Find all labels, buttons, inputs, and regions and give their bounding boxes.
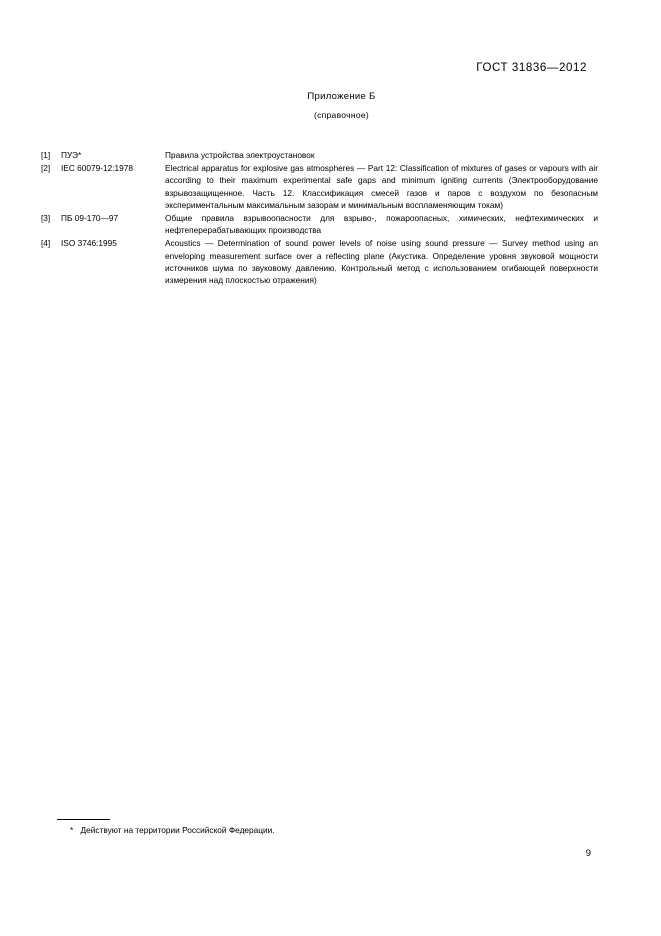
entry-code: ПБ 09-170—97 — [61, 213, 119, 224]
footnote-separator — [57, 819, 110, 820]
entry-text: Acoustics — Determination of sound power levels of noise using sound pressure — Survey method using an enveloping measurement surface over a reflecting plane (Акустика. Определение уровня звуковой мощности источников шума по звуковому давлению. Контрольный метод с использованием огибающей поверхности измерения над плоскостью отражения) — [165, 238, 598, 286]
footnote — [70, 824, 275, 836]
page-number: 9 — [585, 848, 591, 859]
appendix-title: Приложение Б — [307, 91, 376, 102]
entry-code: ПУЭ* — [61, 150, 82, 160]
entry-number: [3] — [41, 213, 51, 224]
entry-text: Electrical apparatus for explosive gas atmospheres — Part 12: Classification of mixtures of gases or vapours with air according to their maximum experimental safe gaps and minimum igniting currents (Электрооборудование взрывозащищенное. Часть 12. Классификация смесей газов и паров с воздухом по безопасным экспериментальным максимальным зазорам и минимальным воспламеняющим токам) — [165, 163, 598, 210]
page-header — [476, 62, 587, 74]
entry-code: ISO 3746:1995 — [61, 238, 117, 249]
entry-code: IEC 60079-12:1978 — [61, 163, 133, 174]
entry-text: Правила устройства электроустановок — [165, 150, 315, 160]
entry-number: [1] — [41, 150, 51, 160]
appendix-heading-block — [0, 91, 661, 120]
bibliography-entry — [41, 162, 598, 211]
bibliography-entry — [41, 149, 598, 161]
footnote-text: Действуют на территории Российской Федерации. — [80, 825, 275, 835]
appendix-subtitle: (справочное) — [313, 110, 370, 120]
footnote-marker: * — [70, 825, 74, 835]
entry-number: [2] — [41, 163, 51, 174]
entry-number: [4] — [41, 238, 51, 249]
standard-designation: ГОСТ 31836—2012 — [476, 62, 587, 74]
bibliography-list — [41, 149, 598, 287]
entry-text: Общие правила взрывоопасности для взрыво-, пожароопасных, химических, нефтехимических и нефтеперерабатывающих производства — [165, 213, 598, 236]
bibliography-entry — [41, 212, 598, 236]
bibliography-entry — [41, 237, 598, 286]
